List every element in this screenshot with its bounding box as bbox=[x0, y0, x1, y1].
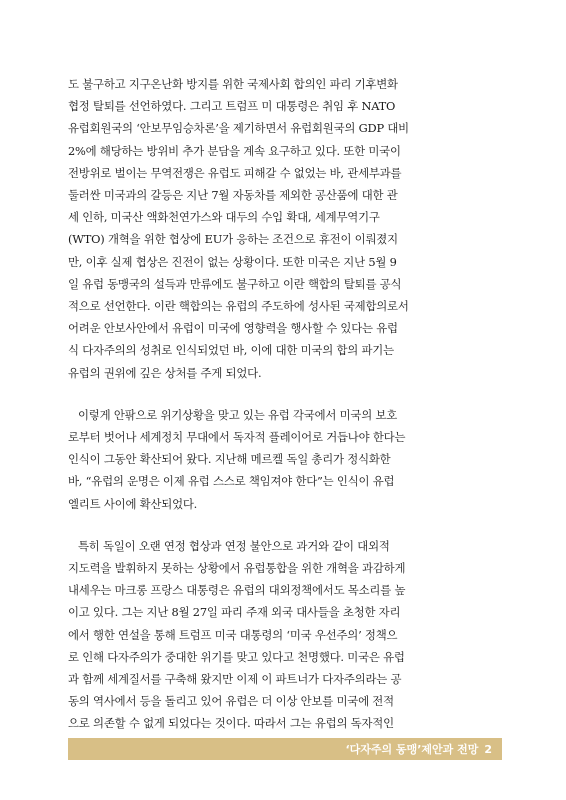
line: 협정 탈퇴를 선언하였다. 그리고 트럼프 미 대통령은 취임 후 NATO bbox=[68, 99, 396, 114]
line: 바, “유럽의 운명은 이제 유럽 스스로 책임져야 한다”는 인식이 유럽 bbox=[68, 474, 395, 489]
line: 식 다자주의의 성취로 인식되었던 바, 이에 대한 미국의 합의 파기는 bbox=[68, 343, 394, 358]
footer-title: ‘다자주의 동맹’제안과 전망 bbox=[345, 743, 479, 756]
line: 2%에 해당하는 방위비 추가 분담을 계속 요구하고 있다. 또한 미국이 bbox=[68, 143, 401, 158]
paragraph-2 bbox=[68, 404, 500, 515]
line: (WTO) 개혁을 위한 협상에 EU가 응하는 조건으로 휴전이 이뤄졌지 bbox=[68, 232, 398, 247]
line: 과 함께 세계질서를 구축해 왔지만 이제 이 파트너가 다자주의라는 공 bbox=[68, 672, 402, 687]
paragraph-3-text bbox=[68, 535, 500, 735]
paragraph-1-last-line: 유럽의 권위에 깊은 상처를 주게 되었다. bbox=[68, 365, 262, 380]
line: 전방위로 벌이는 무역전쟁은 유럽도 피해갈 수 없었는 바, 관세부과를 bbox=[68, 165, 402, 180]
line: 이렇게 안팎으로 위기상황을 맞고 있는 유럽 각국에서 미국의 보호 bbox=[78, 407, 398, 422]
line: 지도력을 발휘하지 못하는 상황에서 유럽통합을 위한 개혁을 과감하게 bbox=[68, 561, 406, 576]
line: 동의 역사에서 등을 돌리고 있어 유럽은 더 이상 안보를 미국에 전적 bbox=[68, 694, 394, 709]
line: 적으로 선언한다. 이란 핵합의는 유럽의 주도하에 성사된 국제합의로서 bbox=[68, 299, 409, 314]
line: 어려운 안보사안에서 유럽이 미국에 영향력을 행사할 수 있다는 유럽 bbox=[68, 321, 398, 336]
line: 로 인해 다자주의가 중대한 위기를 맞고 있다고 천명했다. 미국은 유럽 bbox=[68, 649, 405, 664]
paragraph-1 bbox=[68, 73, 500, 384]
line: 특히 독일이 오랜 연정 협상과 연정 불안으로 과거와 같이 대외적 bbox=[78, 538, 390, 553]
paragraph-3 bbox=[68, 535, 500, 757]
paragraph-2-last-line: 엘리트 사이에 확산되었다. bbox=[68, 496, 198, 511]
paragraph-1-text bbox=[68, 73, 500, 362]
line: 으로 의존할 수 없게 되었다는 것이다. 따라서 그는 유럽의 독자적인 bbox=[68, 716, 394, 731]
line: 세 인하, 미국산 액화천연가스와 대두의 수입 확대, 세계무역기구 bbox=[68, 210, 380, 225]
line: 만, 이후 실제 협상은 진전이 없는 상황이다. 또한 미국은 지난 5월 9 bbox=[68, 254, 397, 269]
line: 도 불구하고 지구온난화 방지를 위한 국제사회 합의인 파리 기후변화 bbox=[68, 77, 398, 91]
line: 일 유럽 동맹국의 설득과 만류에도 불구하고 이란 핵합의 탈퇴를 공식 bbox=[68, 276, 402, 291]
line: 내세우는 마크롱 프랑스 대통령은 유럽의 대외정책에서도 목소리를 높 bbox=[68, 583, 406, 598]
line: 이고 있다. 그는 지난 8월 27일 파리 주재 외국 대사들을 초청한 자리 bbox=[68, 605, 401, 620]
line: 인식이 그동안 확산되어 왔다. 지난해 메르켈 독일 총리가 정식화한 bbox=[68, 452, 391, 467]
document-body bbox=[68, 73, 500, 757]
paragraph-2-text bbox=[68, 404, 500, 493]
page-number: 2 bbox=[484, 742, 492, 756]
line: 로부터 벗어나 세계정치 무대에서 독자적 플레이어로 거듭나야 한다는 bbox=[68, 430, 406, 445]
line: 에서 행한 연설을 통해 트럼프 미국 대통령의 ‘미국 우선주의’ 정책으 bbox=[68, 627, 398, 642]
line: 유럽회원국의 ‘안보무임승차론’을 제기하면서 유럽회원국의 GDP 대비 bbox=[68, 121, 409, 136]
line: 둘러싼 미국과의 갈등은 지난 7월 자동차를 제외한 공산품에 대한 관 bbox=[68, 188, 398, 203]
footer-bar bbox=[68, 738, 502, 760]
